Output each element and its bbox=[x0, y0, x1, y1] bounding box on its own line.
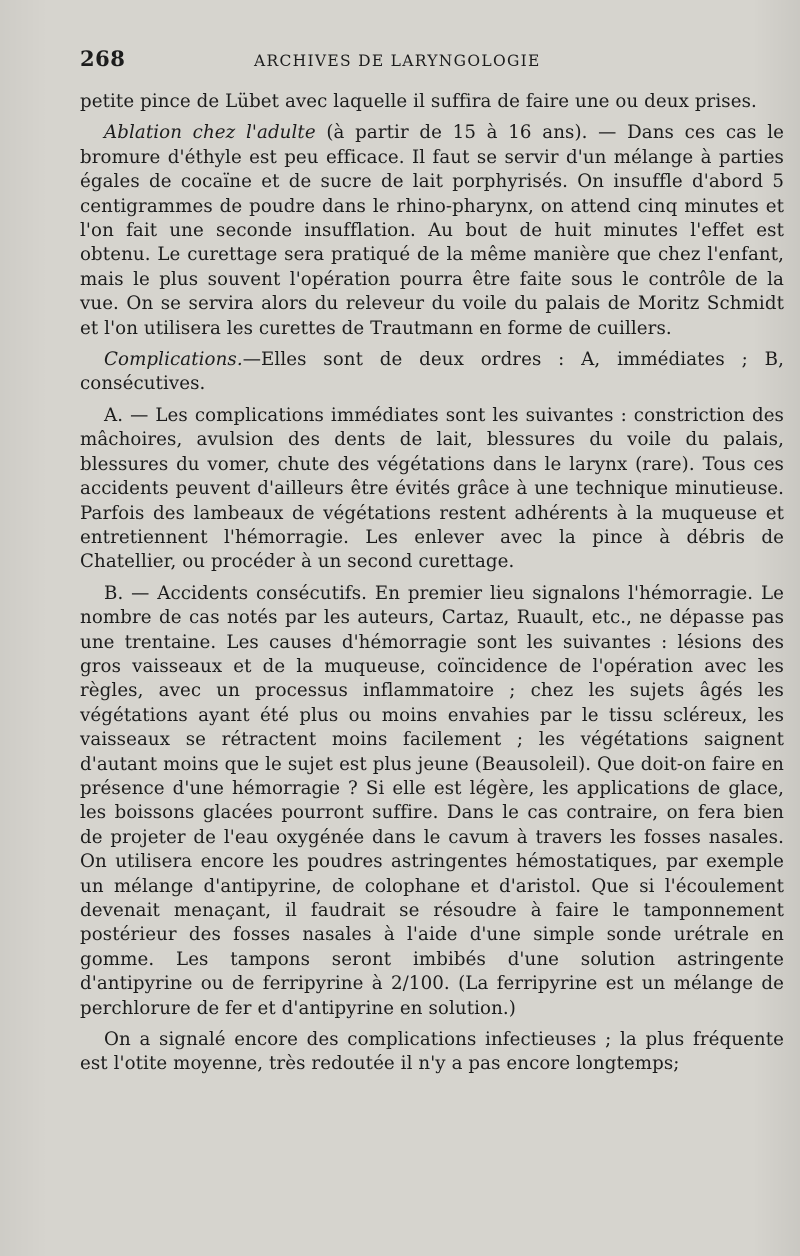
paragraph-complications-infectieuses bbox=[80, 1028, 784, 1077]
paragraph-4-text: A. — Les complications immédiates sont les suivantes : constriction des mâchoires, avulsion des dents de lait, blessures du voile du palais, blessures du vomer, chute des végétations dans le larynx (rare). Tous ces accidents peuvent d'ailleurs être évités grâce à une technique minutieuse. Parfois des lambeaux de végétations restent adhérents à la muqueuse et entretiennent l'hémorragie. Les enlever avec la pince à débris de Chatellier, ou procéder à un second curettage. bbox=[80, 404, 784, 573]
paragraph-6-text: On a signalé encore des complications infectieuses ; la plus fréquente est l'otite moyenne, très redoutée il n'y a pas encore longtemps; bbox=[80, 1029, 784, 1075]
paragraph-1-text: petite pince de Lübet avec laquelle il suffira de faire une ou deux prises. bbox=[80, 91, 757, 112]
section-heading-complications: Complications. bbox=[104, 349, 243, 371]
paragraph-5-text: B. — Accidents consécutifs. En premier lieu signalons l'hémorragie. Le nombre de cas notés par les auteurs, Cartaz, Ruault, etc., ne dépasse pas une trentaine. Les causes d'hémorragie sont les suivantes : lésions des gros vaisseaux et de la muqueuse, coïncidence de l'opération avec les règles, avec un processus inflammatoire ; chez les sujets âgés les végétations ayant été plus ou moins envahies par le tissu scléreux, les vaisseaux se rétractent moins facilement ; les végétations saignent d'autant moins que le sujet est plus jeune (Beausoleil). Que doit-on faire en présence d'une hémorragie ? Si elle est légère, les applications de glace, les boissons glacées pourront suffire. Dans le cas contraire, on fera bien de projeter de l'eau oxygénée dans le cavum à travers les fosses nasales. On utilisera encore les poudres astringentes hémostatiques, par exemple un mélange d'antipyrine, de colophane et d'aristol. Que si l'écoulement devenait menaçant, il faudrait se résoudre à faire le tamponnement postérieur des fosses nasales à l'aide d'une simple sonde urétrale en gomme. Les tampons seront imbibés d'une solution astringente d'antipyrine ou de ferripyrine à 2/100. (La ferripyrine est un mélange de perchlorure de fer et d'antipyrine en solution.) bbox=[80, 582, 784, 1019]
paragraph-2-text: (à partir de 15 à 16 ans). — Dans ces cas le bromure d'éthyle est peu efficace. Il faut se servir d'un mélange à parties égales de cocaïne et de sucre de lait porphyrisés. On insuffle d'abord 5 centigrammes de poudre dans le rhino-pharynx, on attend cinq minutes et l'on fait une seconde insufflation. Au bout de huit minutes l'effet est obtenu. Le curettage sera pratiqué de la même manière que chez l'enfant, mais le plus souvent l'opération pourra être faite sous le contrôle de la vue. On se servira alors du releveur du voile du palais de Moritz Schmidt et l'on utilisera les curettes de Trautmann en forme de cuillers. bbox=[80, 122, 784, 339]
paragraph-ablation-adulte bbox=[80, 121, 784, 341]
page-header bbox=[80, 46, 784, 86]
paragraph-1 bbox=[80, 90, 784, 114]
page-number: 268 bbox=[80, 46, 126, 71]
paragraph-accidents-consecutifs bbox=[80, 582, 784, 1021]
section-heading-ablation: Ablation chez l'adulte bbox=[104, 122, 316, 144]
running-title: ARCHIVES DE LARYNGOLOGIE bbox=[254, 52, 541, 70]
body-text bbox=[80, 90, 784, 1077]
paragraph-complications bbox=[80, 348, 784, 397]
paragraph-complications-immediates bbox=[80, 404, 784, 575]
paragraph-3-text: —Elles sont de deux ordres : A, immédiates ; B, consécutives. bbox=[80, 349, 784, 395]
